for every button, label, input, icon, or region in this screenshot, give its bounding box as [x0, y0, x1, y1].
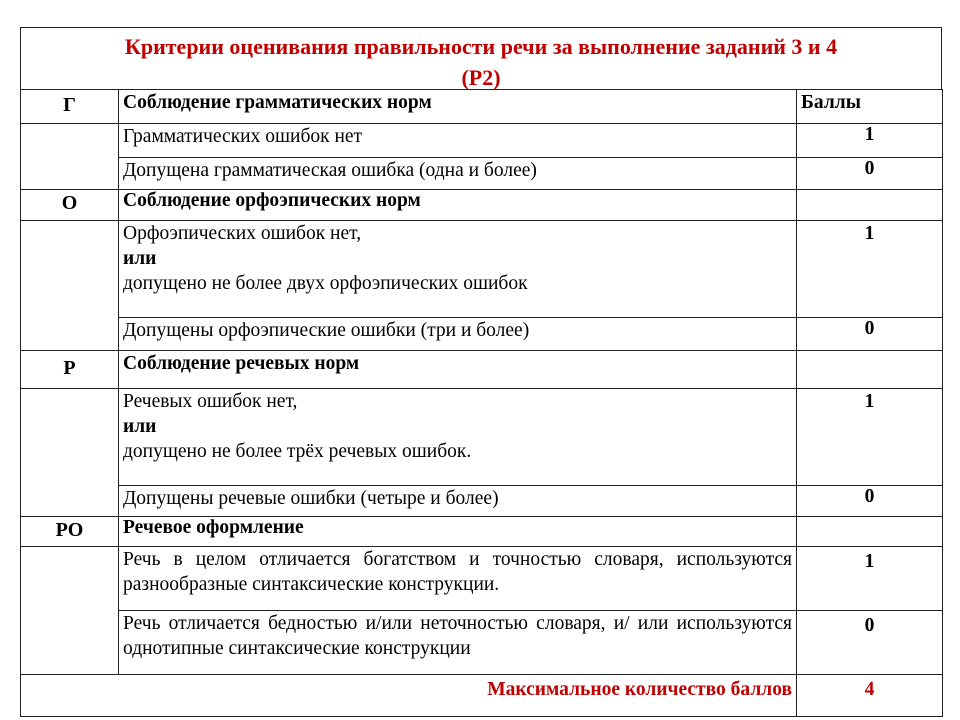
title-line-2: (Р2) — [461, 65, 501, 90]
criteria-table — [20, 89, 943, 717]
total-row — [21, 675, 943, 717]
points-header: Баллы — [797, 90, 943, 124]
points-empty — [797, 190, 943, 221]
section-code: РО — [21, 517, 119, 547]
criterion-points: 0 — [797, 611, 943, 675]
criterion-text — [119, 221, 797, 318]
section-code: Р — [21, 351, 119, 389]
criterion-row — [21, 221, 943, 318]
criterion-line: Речевых ошибок нет, — [123, 391, 298, 412]
criterion-points: 1 — [797, 389, 943, 486]
title-line-1: Критерии оценивания правильности речи за выполнение заданий 3 и 4 — [124, 34, 838, 59]
section-heading: Речевое оформление — [119, 517, 797, 547]
criterion-text — [119, 389, 797, 486]
criterion-row — [21, 547, 943, 611]
section-code: О — [21, 190, 119, 221]
criterion-points: 1 — [797, 221, 943, 318]
criterion-text: Грамматических ошибок нет — [119, 124, 797, 158]
criterion-text: Допущены речевые ошибки (четыре и более) — [119, 486, 797, 517]
section-code: Г — [21, 90, 119, 124]
section-header-row — [21, 351, 943, 389]
criterion-row — [21, 611, 943, 675]
criterion-text: Допущены орфоэпические ошибки (три и более) — [119, 318, 797, 351]
criterion-row — [21, 389, 943, 486]
criterion-row — [21, 124, 943, 158]
criterion-text: Допущена грамматическая ошибка (одна и более) — [119, 158, 797, 190]
section-heading: Соблюдение грамматических норм — [119, 90, 797, 124]
criterion-points: 0 — [797, 486, 943, 517]
criterion-line: допущено не более трёх речевых ошибок. — [123, 441, 472, 462]
criterion-points: 0 — [797, 318, 943, 351]
criterion-or: или — [123, 416, 157, 437]
code-spacer — [21, 124, 119, 190]
criterion-row — [21, 158, 943, 190]
section-heading: Соблюдение орфоэпических норм — [119, 190, 797, 221]
section-header-row — [21, 90, 943, 124]
criterion-row — [21, 318, 943, 351]
section-header-row — [21, 190, 943, 221]
criterion-points: 1 — [797, 124, 943, 158]
total-points: 4 — [797, 675, 943, 717]
criterion-text: Речь в целом отличается богатством и точностью словаря, используются разнообразные синтаксические конструкции. — [119, 547, 797, 611]
code-spacer — [21, 221, 119, 351]
criterion-points: 1 — [797, 547, 943, 611]
criterion-points: 0 — [797, 158, 943, 190]
criterion-line: допущено не более двух орфоэпических ошибок — [123, 273, 528, 294]
total-label: Максимальное количество баллов — [21, 675, 797, 717]
criterion-row — [21, 486, 943, 517]
points-empty — [797, 351, 943, 389]
criterion-or: или — [123, 248, 157, 269]
criterion-line: Орфоэпических ошибок нет, — [123, 223, 362, 244]
section-heading: Соблюдение речевых норм — [119, 351, 797, 389]
section-header-row — [21, 517, 943, 547]
document-title — [20, 27, 942, 89]
points-empty — [797, 517, 943, 547]
code-spacer — [21, 389, 119, 517]
code-spacer — [21, 547, 119, 675]
criterion-text: Речь отличается бедностью и/или неточностью словаря, и/ или используются однотипные синтаксические конструкции — [119, 611, 797, 675]
